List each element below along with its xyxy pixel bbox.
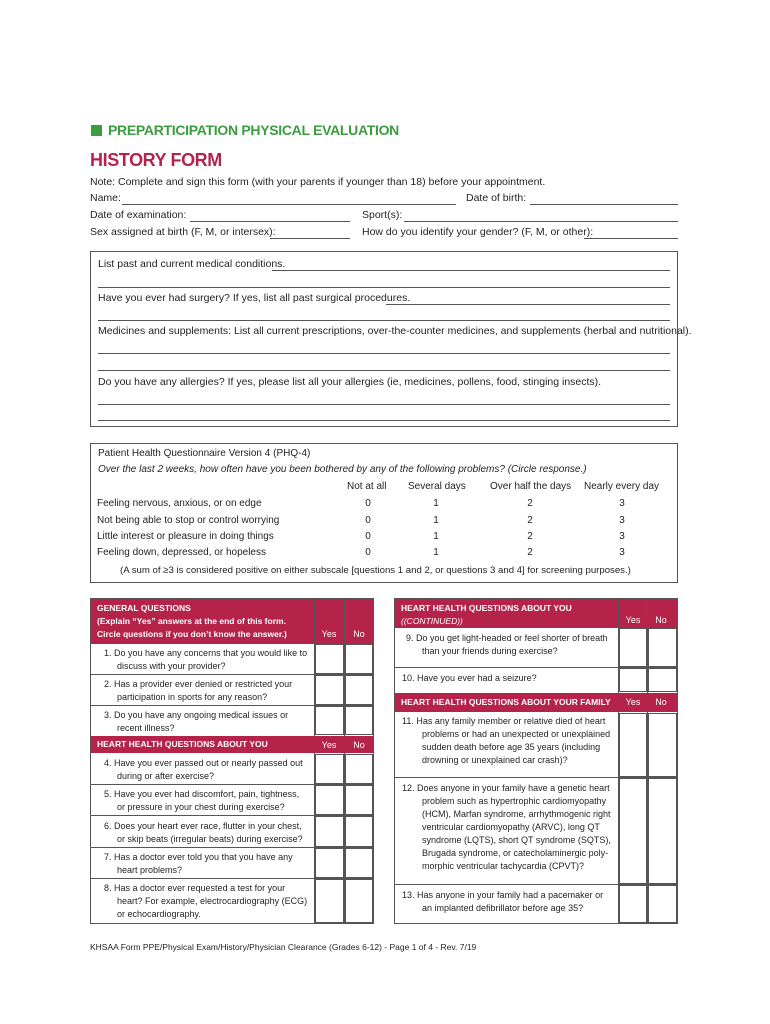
q5-no-checkbox[interactable] [345, 785, 373, 815]
exam-date-label: Date of examination: [90, 209, 187, 221]
allergies-field[interactable] [98, 404, 670, 405]
family-questions-header: HEART HEALTH QUESTIONS ABOUT YOUR FAMILY [395, 693, 677, 712]
question-9: 9. Do you get light-headed or feel shorter of breath than your friends during exercise? [406, 633, 608, 656]
q8-no-checkbox[interactable] [345, 879, 373, 923]
conditions-field[interactable] [272, 270, 670, 271]
conditions-label: List past and current medical conditions. [98, 258, 286, 270]
no-col-header: No [655, 615, 667, 625]
q4-yes-checkbox[interactable] [315, 754, 344, 784]
conditions-field-2[interactable] [98, 287, 670, 288]
question-1: 1. Do you have any concerns that you would like to discuss with your provider? [104, 648, 308, 671]
q3-yes-checkbox[interactable] [315, 706, 344, 735]
heart-continued-header: HEART HEALTH QUESTIONS ABOUT YOU ((CONTINUED)) [395, 599, 677, 628]
question-7: 7. Has a doctor ever told you that you have any heart problems? [104, 852, 293, 875]
general-header-line-3: Circle questions if you don’t know the answer.) [97, 629, 287, 639]
medicines-label: Medicines and supplements: List all current prescriptions, over-the-counter medicines, and supplements (herbal and nutritional). [98, 325, 692, 337]
phq4-row-label: Not being able to stop or control worrying [97, 515, 280, 526]
page-title: HISTORY FORM [90, 150, 222, 170]
q7-yes-checkbox[interactable] [315, 848, 344, 878]
no-col-header: No [353, 629, 365, 639]
phq4-option[interactable]: 2 [527, 498, 533, 509]
q10-no-checkbox[interactable] [648, 668, 677, 692]
yes-col-header: Yes [625, 697, 641, 707]
gender-field[interactable] [584, 238, 678, 239]
q9-yes-checkbox[interactable] [619, 628, 647, 667]
question-11: 11. Has any family member or relative died of heart problems or had an unexpected or unexplained sudden death before age 35 years (including drowning or unexplained car crash)? [402, 716, 611, 765]
question-10: 10. Have you ever had a seizure? [402, 673, 537, 683]
yes-col-header: Yes [625, 615, 641, 625]
question-13: 13. Has anyone in your family had a pacemaker or an implanted defibrillator before age 35? [402, 890, 604, 913]
surgery-label: Have you ever had surgery? If yes, list all past surgical procedures. [98, 292, 411, 304]
q3-no-checkbox[interactable] [345, 706, 373, 735]
q2-no-checkbox[interactable] [345, 675, 373, 705]
phq4-option[interactable]: 0 [365, 498, 371, 509]
phq4-col-3: Nearly every day [584, 481, 660, 492]
general-header-line-1: GENERAL QUESTIONS [97, 603, 191, 613]
allergies-label: Do you have any allergies? If yes, please list all your allergies (ie, medicines, pollens, food, stinging insects). [98, 376, 602, 388]
section-title: PREPARTICIPATION PHYSICAL EVALUATION [108, 122, 399, 138]
q4-no-checkbox[interactable] [345, 754, 373, 784]
surgery-field-2[interactable] [98, 320, 670, 321]
q11-yes-checkbox[interactable] [619, 713, 647, 777]
dob-label: Date of birth: [466, 192, 527, 204]
question-2: 2. Has a provider ever denied or restricted your participation in sports for any reason? [104, 679, 293, 702]
phq4-col-1: Several days [408, 481, 466, 492]
q5-yes-checkbox[interactable] [315, 785, 344, 815]
phq4-option[interactable]: 2 [527, 515, 533, 526]
question-6: 6. Does your heart ever race, flutter in your chest, or skip beats (irregular beats) during exercise? [104, 821, 303, 844]
name-label: Name: [90, 192, 121, 204]
phq4-note: (A sum of ≥3 is considered positive on either subscale [questions 1 and 2, or questions 3 and 4] for screening purposes.) [120, 565, 631, 576]
yes-col-header: Yes [321, 740, 337, 750]
phq4-option[interactable]: 2 [527, 547, 533, 558]
q11-no-checkbox[interactable] [648, 713, 677, 777]
surgery-field[interactable] [386, 304, 670, 305]
dob-field[interactable] [530, 204, 678, 205]
q2-yes-checkbox[interactable] [315, 675, 344, 705]
phq4-row-label: Feeling down, depressed, or hopeless [97, 547, 266, 558]
sex-label: Sex assigned at birth (F, M, or intersex): [90, 226, 276, 238]
q6-yes-checkbox[interactable] [315, 816, 344, 847]
exam-date-field[interactable] [190, 221, 350, 222]
q9-no-checkbox[interactable] [648, 628, 677, 667]
medical-history-box [90, 251, 678, 427]
phq4-option[interactable]: 3 [619, 547, 625, 558]
phq4-option[interactable]: 3 [619, 531, 625, 542]
q7-no-checkbox[interactable] [345, 848, 373, 878]
q1-yes-checkbox[interactable] [315, 644, 344, 674]
q8-yes-checkbox[interactable] [315, 879, 344, 923]
phq4-subtitle: Over the last 2 weeks, how often have you been bothered by any of the following problems? (Circle response.) [98, 464, 587, 475]
phq4-option[interactable]: 2 [527, 531, 533, 542]
phq4-option[interactable]: 1 [433, 547, 439, 558]
phq4-option[interactable]: 3 [619, 498, 625, 509]
question-4: 4. Have you ever passed out or nearly passed out during or after exercise? [104, 758, 303, 781]
question-12: 12. Does anyone in your family have a genetic heart problem such as hypertrophic cardiomyopathy (HCM), Marfan syndrome, arrhythmogenic right ventricular cardiomyopathy (ARVC), long QT syndrome (LQTS), short QT syndrome (SQTS), Brugada syndrome, or catecholaminergic poly- morphic ventricular tachycardia (CPVT)? [402, 783, 611, 871]
question-3: 3. Do you have any ongoing medical issues or recent illness? [104, 710, 289, 733]
question-5: 5. Have you ever had discomfort, pain, tightness, or pressure in your chest during exercise? [104, 789, 300, 812]
heart-questions-header: HEART HEALTH QUESTIONS ABOUT YOU [91, 736, 373, 753]
phq4-option[interactable]: 1 [433, 515, 439, 526]
medicines-field[interactable] [98, 353, 670, 354]
q12-no-checkbox[interactable] [648, 778, 677, 884]
general-header-line-2: (Explain “Yes” answers at the end of this form. [97, 616, 286, 626]
phq4-option[interactable]: 0 [365, 531, 371, 542]
q6-no-checkbox[interactable] [345, 816, 373, 847]
phq4-option[interactable]: 1 [433, 531, 439, 542]
phq4-row-label: Little interest or pleasure in doing things [97, 531, 274, 542]
phq4-option[interactable]: 1 [433, 498, 439, 509]
question-8: 8. Has a doctor ever requested a test for your heart? For example, electrocardiography (ECG) or echocardiography. [104, 883, 308, 919]
name-field[interactable] [122, 204, 456, 205]
phq4-row-label: Feeling nervous, anxious, or on edge [97, 498, 262, 509]
q10-yes-checkbox[interactable] [619, 668, 647, 692]
sports-label: Sport(s): [362, 209, 403, 221]
sex-field[interactable] [270, 238, 350, 239]
phq4-col-2: Over half the days [490, 481, 572, 492]
gender-label: How do you identify your gender? (F, M, or other): [362, 226, 594, 238]
q12-yes-checkbox[interactable] [619, 778, 647, 884]
allergies-field-2[interactable] [98, 420, 670, 421]
phq4-option[interactable]: 0 [365, 515, 371, 526]
no-col-header: No [353, 740, 365, 750]
section-bullet-icon [91, 125, 102, 136]
q13-yes-checkbox[interactable] [619, 885, 647, 923]
intro-note: Note: Complete and sign this form (with your parents if younger than 18) before your appointment. [90, 176, 546, 188]
yes-col-header: Yes [321, 629, 337, 639]
phq4-col-0: Not at all [347, 481, 387, 492]
phq4-title: Patient Health Questionnaire Version 4 (PHQ-4) [98, 448, 311, 459]
medicines-field-2[interactable] [98, 370, 670, 371]
phq4-option[interactable]: 0 [365, 547, 371, 558]
no-col-header: No [655, 697, 667, 707]
sports-field[interactable] [404, 221, 678, 222]
page-footer: KHSAA Form PPE/Physical Exam/History/Physician Clearance (Grades 6-12) - Page 1 of 4 - Rev. 7/19 [90, 942, 477, 952]
phq4-option[interactable]: 3 [619, 515, 625, 526]
q1-no-checkbox[interactable] [345, 644, 373, 674]
q13-no-checkbox[interactable] [648, 885, 677, 923]
